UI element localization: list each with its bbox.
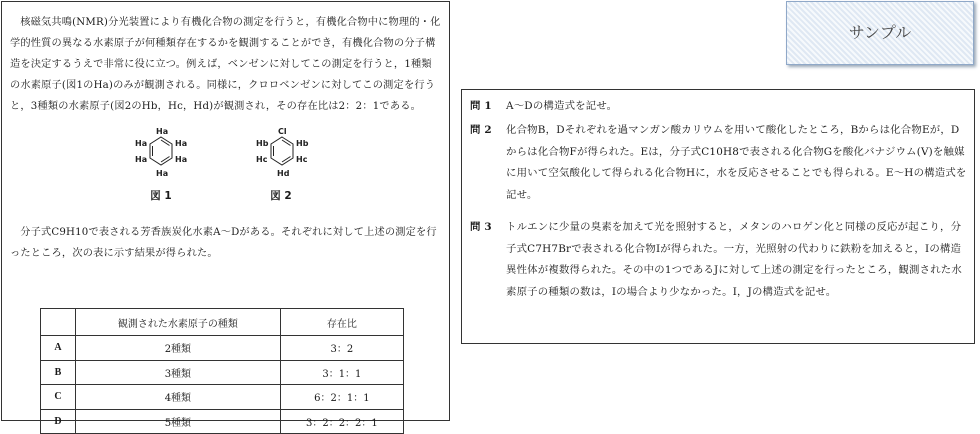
h-atom: Hb	[296, 139, 309, 148]
table-row	[41, 409, 404, 434]
table-header-row	[41, 309, 404, 336]
question-number: 問 1	[470, 100, 492, 112]
question-number: 問 3	[470, 221, 492, 233]
question-text: トルエンに少量の臭素を加えて光を照射すると，メタンのハロゲン化と同様の反応が起こり，分子式C7H7Brで表される化合物Iが得られた。一方，光照射の代わりに鉄粉を加えると，Iの構造異性体が複数得られた。その中の1つであるJに対して上述の測定を行ったところ，観測された水素原子の種類の数は，Iの場合より少なかった。I，Jの構造式を記せ。	[506, 221, 962, 298]
table-row	[41, 336, 404, 361]
compound-text: 分子式C9H10で表される芳香族炭化水素A～Dがある。それぞれに対して上述の測定を行ったところ，次の表に示す結果が得られた。	[10, 227, 437, 259]
hydrogen-types: 3種類	[76, 360, 281, 385]
table-row	[41, 360, 404, 385]
hydrogen-types: 2種類	[76, 336, 281, 361]
compound-label: B	[41, 360, 76, 385]
nmr-results-table	[40, 308, 404, 434]
sample-badge	[786, 1, 974, 65]
table-header-cell: 存在比	[280, 309, 403, 336]
question-number: 問 2	[470, 124, 492, 136]
question-3	[470, 217, 970, 337]
h-atom: Ha	[156, 169, 169, 178]
h-atom: Hd	[277, 169, 290, 178]
questions-panel	[461, 89, 975, 344]
hydrogen-types: 4種類	[76, 385, 281, 410]
abundance-ratio: 3：2	[280, 336, 403, 361]
table-row	[41, 385, 404, 410]
figure-1-caption: 図 1	[150, 190, 172, 202]
h-atom: Ha	[175, 155, 188, 164]
hydrogen-types: 5種類	[76, 409, 281, 434]
figure-1-benzene	[126, 124, 196, 182]
compound-label: C	[41, 385, 76, 410]
abundance-ratio: 3：2：2：2：1	[280, 409, 403, 434]
h-atom: Hc	[296, 155, 308, 164]
cl-atom: Cl	[278, 127, 287, 136]
h-atom: Ha	[135, 155, 148, 164]
intro-text: 核磁気共鳴(NMR)分光装置により有機化合物の測定を行うと，有機化合物中に物理的・化学的性質の異なる水素原子が何種類存在するかを観測することができ，有機化合物の分子構造を決定するうえで非常に役に立つ。例えば，ベンゼンに対してこの測定を行うと，1種類の水素原子(図1のHa)のみが観測される。同様に，クロロベンゼンに対してこの測定を行うと，3種類の水素原子(図2のHb，Hc，Hd)が観測され，その存在比は2：2：1である。	[10, 17, 441, 112]
h-atom: Hc	[256, 155, 268, 164]
h-atom: Hb	[256, 139, 269, 148]
figure-2-chlorobenzene	[247, 124, 317, 182]
question-2	[470, 120, 970, 220]
abundance-ratio: 3：1：1	[280, 360, 403, 385]
h-atom: Ha	[175, 139, 188, 148]
question-text: 化合物B，Dそれぞれを過マンガン酸カリウムを用いて酸化したところ，Bからは化合物Eが，Dからは化合物Fが得られた。Eは，分子式C10H8で表される化合物Gを酸化バナジウム(V)を触媒に用いて空気酸化して得られる化合物Hに，水を反応させることでも得られる。E～Hの構造式を記せ。	[506, 124, 967, 201]
h-atom: Ha	[156, 127, 169, 136]
compound-label: A	[41, 336, 76, 361]
table-header-cell	[41, 309, 76, 336]
problem-panel	[1, 1, 450, 429]
compound-paragraph	[10, 222, 442, 264]
sample-badge-label: サンプル	[848, 23, 912, 42]
question-1	[470, 96, 970, 118]
intro-paragraph	[10, 12, 442, 117]
abundance-ratio: 6：2：1：1	[280, 385, 403, 410]
compound-label: D	[41, 409, 76, 434]
figure-2-caption: 図 2	[270, 190, 292, 202]
question-text: A～Dの構造式を記せ。	[506, 100, 618, 112]
h-atom: Ha	[135, 139, 148, 148]
table-header-cell: 観測された水素原子の種類	[76, 309, 281, 336]
